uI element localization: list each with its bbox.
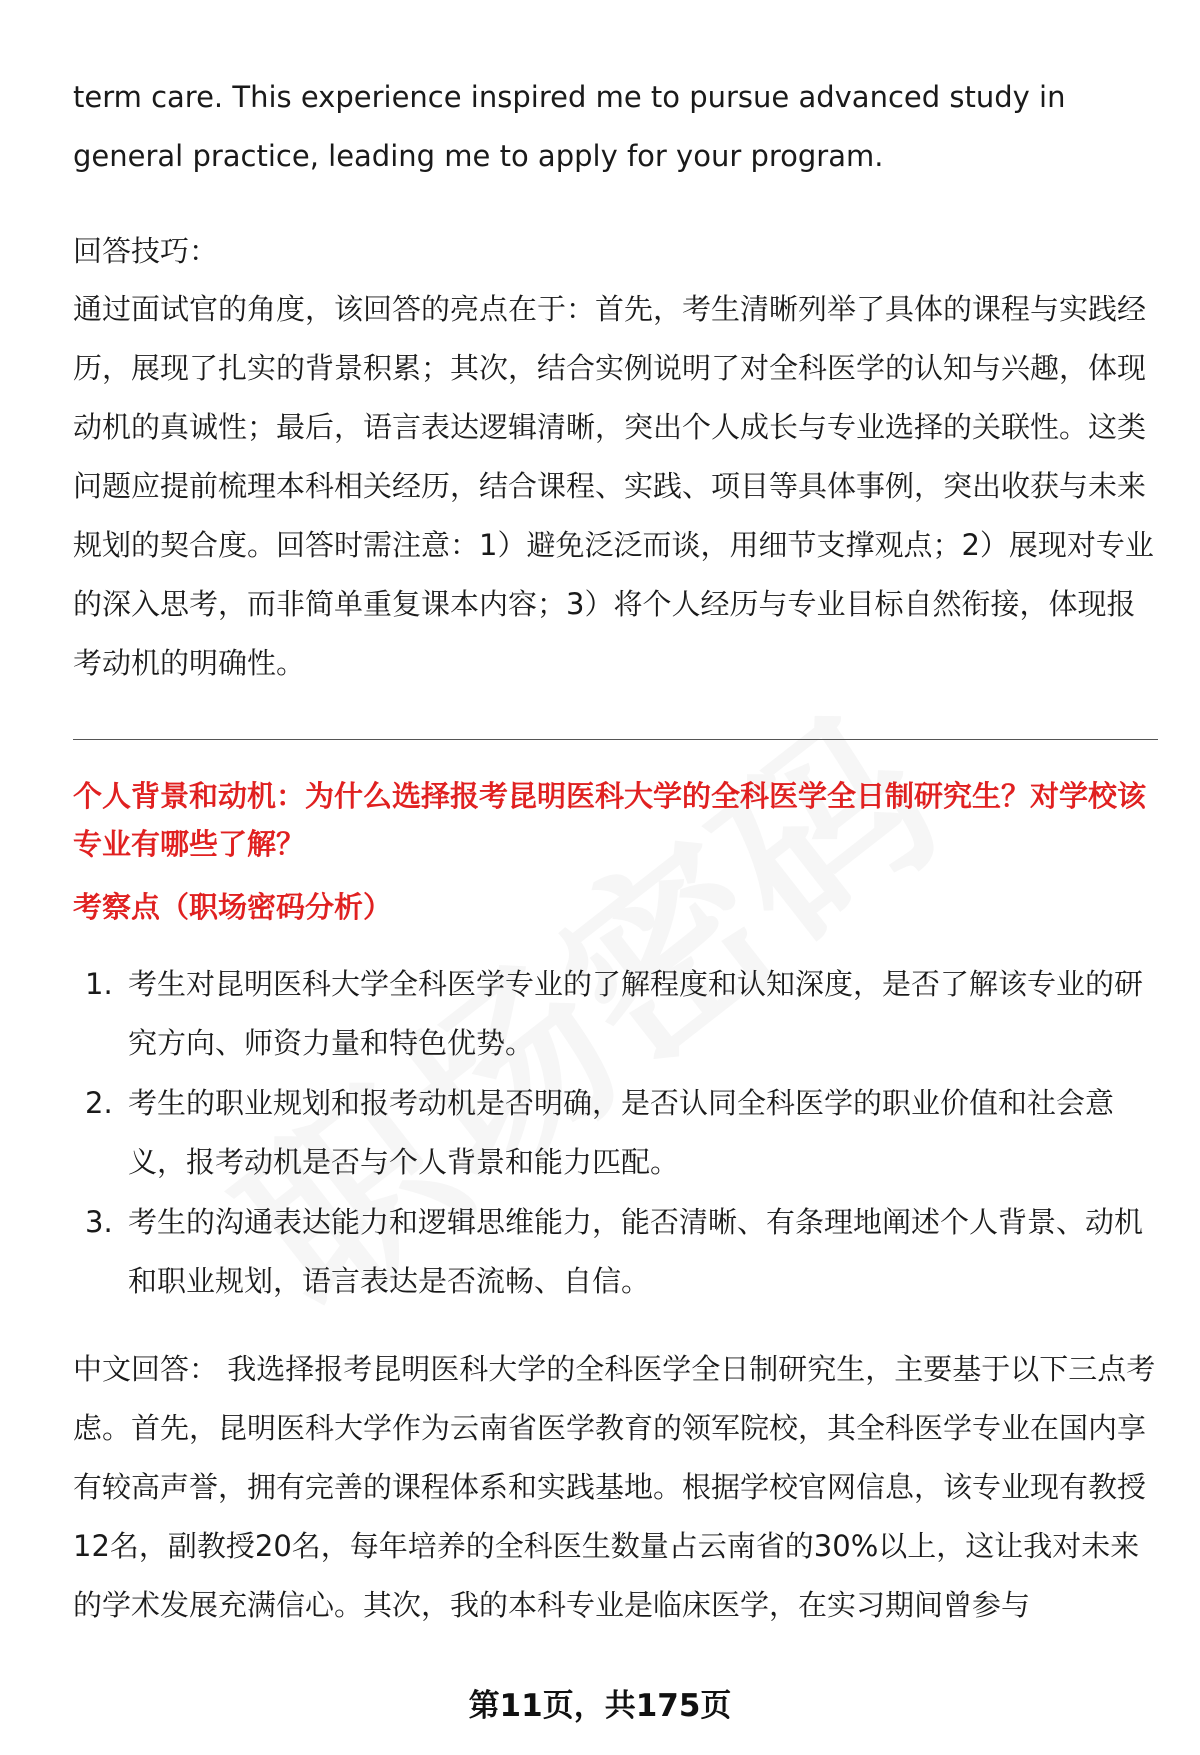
intro-paragraph: term care. This experience inspired me to pursue advanced study in general practice, leading me to apply for your program. <box>73 80 1066 173</box>
list-number: 2. <box>85 1086 113 1120</box>
answer-paragraph: 中文回答： 我选择报考昆明医科大学的全科医学全日制研究生，主要基于以下三点考虑。首先，昆明医科大学作为云南省医学教育的领军院校，其全科医学专业在国内享有较高声誉，拥有完善的课程体系和实践基地。根据学校官网信息，该专业现有教授12名，副教授20名，每年培养的全科医生数量占云南省的30%以上，这让我对未来的学术发展充满信心。其次，我的本科专业是临床医学，在实习期间曾参与 <box>73 1352 1156 1622</box>
list-item-text: 考生的职业规划和报考动机是否明确，是否认同全科医学的职业价值和社会意义，报考动机是否与个人背景和能力匹配。 <box>128 1086 1115 1179</box>
section-label: 考察点（职场密码分析） <box>73 890 393 924</box>
list-item <box>73 955 1158 1073</box>
question-heading: 个人背景和动机：为什么选择报考昆明医科大学的全科医学全日制研究生？对学校该专业有哪些了解？ <box>73 779 1147 861</box>
tips-body: 通过面试官的角度，该回答的亮点在于：首先，考生清晰列举了具体的课程与实践经历，展现了扎实的背景积累；其次，结合实例说明了对全科医学的认知与兴趣，体现动机的真诚性；最后，语言表达逻辑清晰，突出个人成长与专业选择的关联性。这类问题应提前梳理本科相关经历，结合课程、实践、项目等具体事例，突出收获与未来规划的契合度。回答时需注意：1）避免泛泛而谈，用细节支撑观点；2）展现对专业的深入思考，而非简单重复课本内容；3）将个人经历与专业目标自然衔接，体现报考动机的明确性。 <box>73 292 1154 680</box>
page-number: 第11页，共175页 <box>468 1688 732 1724</box>
list-item-text: 考生的沟通表达能力和逻辑思维能力，能否清晰、有条理地阐述个人背景、动机和职业规划，语言表达是否流畅、自信。 <box>128 1205 1144 1298</box>
list-item-text: 考生对昆明医科大学全科医学专业的了解程度和认知深度，是否了解该专业的研究方向、师资力量和特色优势。 <box>128 967 1144 1060</box>
list-item <box>73 1074 1158 1192</box>
list-number: 3. <box>85 1205 113 1239</box>
section-divider <box>73 739 1158 740</box>
list-item <box>73 1193 1158 1311</box>
tips-label: 回答技巧： <box>73 234 219 268</box>
assessment-points <box>73 955 1158 1312</box>
list-number: 1. <box>85 967 113 1001</box>
